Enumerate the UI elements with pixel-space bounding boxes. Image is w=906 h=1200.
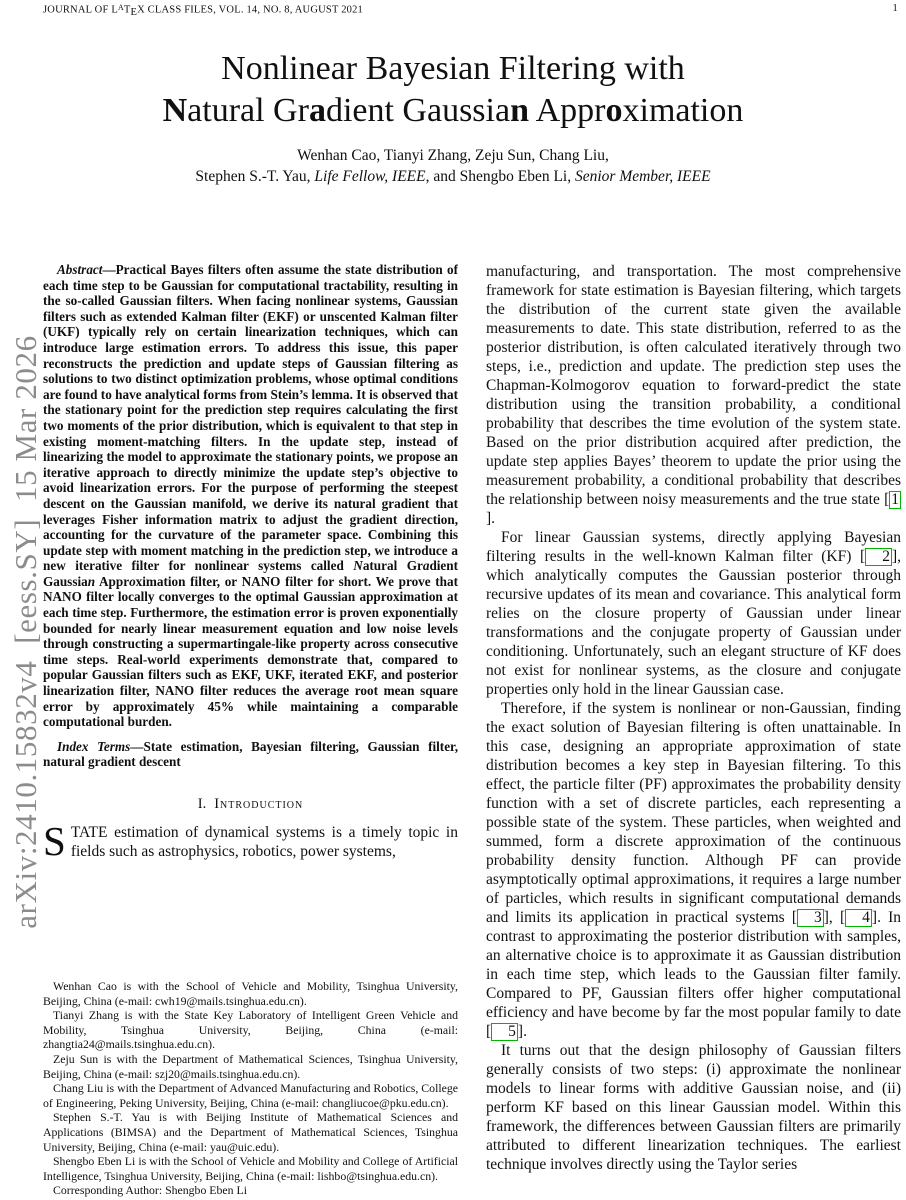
text-segment: Therefore, if the system is nonlinear or non-Gaussian, finding the exact solution of Bayesian filtering is often unattainable. In this case, designing an appropriate approximation of state distribution becomes a key step in Bayesian filtering. To this effect, the particle filter (PF) approximates the probability density function with a set of discrete particles, each representing a possible state of the system. These particles, when weighted and summed, form a discrete approximation of the continuous probability density function. Although PF can provide asymptotically optimal approximations, it requires a large number of particles, which results in significant computational demands and limits its application in practical systems	[486, 700, 901, 926]
arxiv-watermark: arXiv:2410.15832v4 [eess.SY] 15 Mar 2026	[8, 335, 43, 929]
text-segment: Appr	[529, 92, 606, 129]
footnote: Chang Liu is with the Department of Advanced Manufacturing and Robotics, College of Engineering, Peking University, Beijing, China (e-mail: changliucoe@pku.edu.cn).	[43, 1081, 458, 1110]
author-block	[0, 146, 906, 187]
text-segment: Appr	[95, 573, 130, 589]
text-segment: a	[422, 558, 430, 574]
footnote: Shengbo Eben Li is with the School of Vehicle and Mobility and College of Artificial Intelligence, Tsinghua University, Beijing, China (e-mail: lishbo@tsinghua.edu.cn).	[43, 1154, 458, 1183]
text-segment: X CLASS FILES, VOL. 14, NO. 8, AUGUST 2021	[137, 4, 363, 16]
citation-link[interactable]: 1	[891, 491, 899, 508]
journal-header	[43, 3, 363, 18]
citation-link[interactable]: 5	[491, 1023, 518, 1041]
text-segment: ximation filter, or NANO filter for short. We prove that NANO filter locally converges to the optimal Gaussian approximation at each time step. Furthermore, the estimation error is proven exponentially bounded for nearly linear measurement equation and low noise levels through constructing a supermartingale-like property across consecutive time steps. Real-world experiments demonstrate that, compared to popular Gaussian filters such as EKF, UKF, iterated EKF, and posterior linearization filter, NANO filter reduces the average root mean square error by approximately 45% while maintaining a comparable computational burden.	[43, 573, 458, 730]
title-line-2	[163, 92, 744, 129]
text-segment: . In contrast to approximating the posterior distribution with samples, an alternative choice is to approximate it as Gaussian distribution in each time step, which leads to the Gaussian filter family. Compared to PF, Gaussian filters offer higher computational efficiency and have become by far the most popular family to date	[486, 909, 901, 1021]
section-number: I.	[197, 796, 207, 812]
text-segment: a	[308, 92, 326, 129]
paragraph-intro-continuation	[486, 262, 901, 528]
footnote: Zeju Sun is with the Department of Mathematical Sciences, Tsinghua University, Beijing, China (e-mail: szj20@mails.tsinghua.edu.cn).	[43, 1052, 458, 1081]
text-segment: [	[839, 909, 846, 926]
paragraph-nonlinear-approximation	[486, 699, 901, 1041]
text-segment: Senior Member, IEEE	[574, 167, 711, 185]
text-segment: manufacturing, and transportation. The most comprehensive framework for state estimation is Bayesian filtering, which targets the distribution of the current state given the available measurements to date. This state distribution, referred to as the posterior distribution, is often calculated iteratively through two steps, i.e., prediction and update. The prediction step uses the Chapman-Kolmogorov equation to forward-predict the state distribution using the transition probability, a conditional probability that describes the time evolution of the system state. Based on the prior distribution acquired after prediction, the update step applies Bayes’ theorem to update the prior using the measurement probability, a conditional probability that describes the relationship between noisy measurements and the true state	[486, 263, 901, 508]
paragraph-linear-gaussian	[486, 528, 901, 699]
text-segment: n	[87, 573, 96, 589]
text-segment: —State estimation, Bayesian filtering, Gaussian filter, natural gradient descent	[43, 738, 458, 770]
dropcap: S	[43, 818, 66, 864]
text-segment: dient Gaussia	[43, 558, 458, 589]
text-segment: ]	[891, 548, 898, 565]
text-segment: o	[129, 573, 136, 589]
text-segment: , and Shengbo Eben Li,	[425, 167, 575, 185]
paragraph-design-philosophy	[486, 1041, 901, 1174]
text-segment: dient Gaussia	[325, 92, 511, 129]
text-segment: ximation	[622, 92, 744, 129]
text-segment: A	[117, 3, 124, 12]
intro-text: TATE estimation of dynamical systems is a timely topic in fields such as astrophysics, robotics, power systems,	[70, 824, 458, 860]
footnote: Stephen S.-T. Yau is with Beijing Institute of Mathematical Sciences and Applications (BIMSA) and the Department of Mathematical Sciences, Tsinghua University, Beijing, China (e-mail: yau@uic.edu).	[43, 1110, 458, 1154]
text-segment: ]	[486, 510, 492, 527]
section-heading-introduction	[43, 796, 458, 813]
text-segment: o	[605, 92, 623, 129]
title-block	[0, 48, 906, 132]
text-segment: ,	[828, 909, 840, 926]
text-segment: ]	[871, 909, 878, 926]
footnote: Tianyi Zhang is with the State Key Laboratory of Intelligent Green Vehicle and Mobility, Tsinghua University, Beijing, China (e-mail: zhangtia24@mails.tsinghua.edu.cn).	[43, 1008, 458, 1052]
section-title: Introduction	[214, 796, 304, 812]
text-segment: Abstract	[57, 262, 103, 277]
text-segment: atural Gr	[187, 92, 309, 129]
author-footnotes	[43, 979, 458, 1198]
text-segment: atural Gr	[362, 558, 423, 574]
citation-link[interactable]: 2	[865, 548, 892, 566]
text-segment: , which analytically computes the Gaussian posterior through recursive updates of its mean and covariance. This analytical form relies on the closure property of Gaussian under linear transformations and the conjugate property of Gaussian under conditioning. Unfortunately, such an elegant structure of KF does not exist for nonlinear systems, as the closure and conjugate properties only hold in the linear Gaussian case.	[486, 548, 901, 698]
text-segment: N	[353, 558, 363, 574]
title-line-1: Nonlinear Bayesian Filtering with	[221, 50, 685, 87]
text-segment: [	[860, 548, 866, 565]
running-header	[43, 3, 898, 18]
text-segment: N	[162, 92, 188, 129]
author-line-1: Wenhan Cao, Tianyi Zhang, Zeju Sun, Chang Liu,	[297, 147, 609, 164]
text-segment: For linear Gaussian systems, directly applying Bayesian filtering results in the well-known Kalman filter (KF)	[486, 529, 901, 565]
text-segment: .	[491, 510, 496, 527]
text-segment: It turns out that the design philosophy of Gaussian filters generally consists of two steps: (i) approximate the nonlinear models to linear forms with additive Gaussian noise, and (ii) perform KF based on this linear Gaussian model. Within this framework, the differences between Gaussian filters are primarily attributed to different linearization techniques. The earliest technique involves directly using the Taylor series	[486, 1042, 901, 1173]
paper-title	[0, 48, 906, 132]
text-segment: n	[510, 92, 529, 129]
text-segment: Index Terms	[57, 738, 131, 754]
right-column	[486, 262, 901, 1198]
author-line-2	[195, 168, 710, 185]
footnote: Corresponding Author: Shengbo Eben Li	[53, 1183, 247, 1198]
two-column-body	[43, 262, 901, 1198]
text-segment: ]	[823, 909, 829, 926]
footnote: Wenhan Cao is with the School of Vehicle and Mobility, Tsinghua University, Beijing, China (e-mail: cwh19@mails.tsinghua.edu.cn).	[43, 979, 458, 1008]
text-segment: [	[486, 1023, 492, 1040]
text-segment: ]	[517, 1023, 524, 1040]
text-segment: [	[791, 909, 797, 926]
text-segment: Stephen S.-T. Yau,	[195, 167, 315, 185]
text-segment: JOURNAL OF L	[43, 4, 118, 16]
text-segment: T	[123, 4, 131, 16]
page-number: 1	[892, 3, 898, 14]
text-segment: [	[884, 491, 890, 508]
text-segment: —Practical Bayes filters often assume the state distribution of each time step to be Gaussian for computational tractability, resulting in the so-called Gaussian filters. When facing nonlinear systems, Gaussian filters such as extended Kalman filter (EKF) or unscented Kalman filter (UKF) typically rely on certain linearization techniques, which can introduce large estimation errors. To address this issue, this paper reconstructs the prediction and update steps of Gaussian filtering as solutions to two distinct optimization problems, whose optimal conditions are found to have analytical forms from Stein’s lemma. It is observed that the stationary point for the prediction step requires calculating the first two moments of the prior distribution, which is equivalent to that step in existing moment-matching filters. In the update step, instead of linearizing the model to approximate the stationary points, we propose an iterative approach to directly minimize the update step’s objective to avoid linearization errors. For the purpose of performing the steepest descent on the Gaussian manifold, we derive its natural gradient that leverages Fisher information matrix to adjust the gradient direction, accounting for the curvature of the parameter space. Combining this update step with moment matching in the prediction step, we introduce a new iterative filter for nonlinear systems called	[43, 262, 458, 574]
abstract-paragraph	[43, 262, 458, 730]
text-segment: .	[523, 1023, 527, 1040]
left-column	[43, 262, 458, 1198]
text-segment: E	[130, 6, 138, 18]
citation-link[interactable]: 4	[845, 909, 872, 927]
index-terms	[43, 739, 458, 770]
citation-link[interactable]: 3	[797, 909, 824, 927]
intro-paragraph	[43, 818, 458, 864]
text-segment: Life Fellow, IEEE	[314, 167, 426, 185]
